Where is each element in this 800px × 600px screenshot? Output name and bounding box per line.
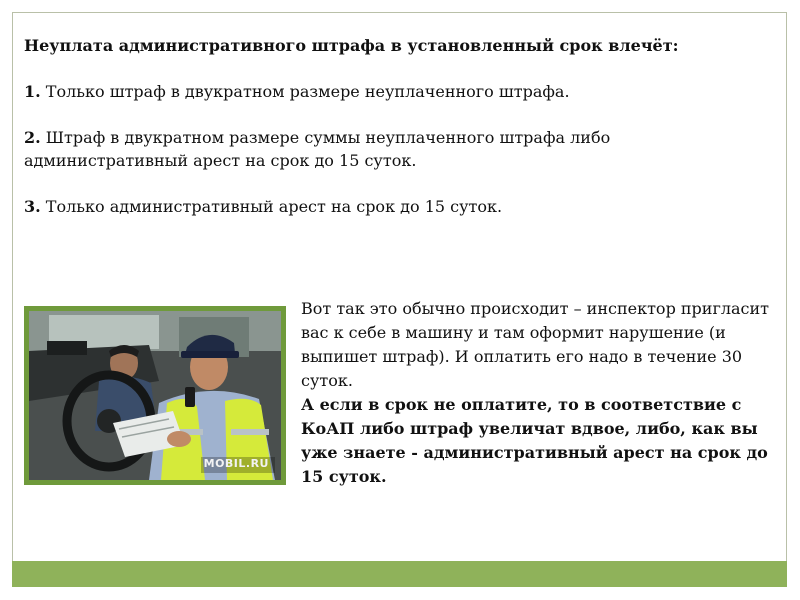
option-number: 1. [24,82,41,101]
caption-text: Вот так это обычно происходит – инспектор пригласит вас к себе в машину и там оформит нарушение (и выпишет штраф). И оплатить его надо в течение 30 суток. [301,299,770,390]
answer-option-2 [24,126,774,172]
option-number: 2. [24,128,41,147]
question-block [24,34,774,241]
option-text: Только штраф в двукратном размере неуплаченного штрафа. [45,82,570,101]
answer-option-3 [24,195,774,218]
option-number: 3. [24,197,41,216]
question-title: Неуплата административного штрафа в установленный срок влечёт: [24,36,679,55]
inspector-photo [24,306,286,485]
inspector-in-car-illustration [29,311,281,480]
option-text: Только административный арест на срок до 15 суток. [45,197,503,216]
option-text: Штраф в двукратном размере суммы неуплаченного штрафа либо административный арест на срок до 15 суток. [24,128,611,170]
bottom-accent-bar [12,561,787,587]
caption [301,297,781,489]
answer-option-1 [24,80,774,103]
photo-watermark: MOBIL.RU [203,457,269,470]
caption-warning: А если в срок не оплатите, то в соответствие с КоАП либо штраф увеличат вдвое, либо, как вы уже знаете - административный арест на срок до 15 суток. [301,395,768,486]
